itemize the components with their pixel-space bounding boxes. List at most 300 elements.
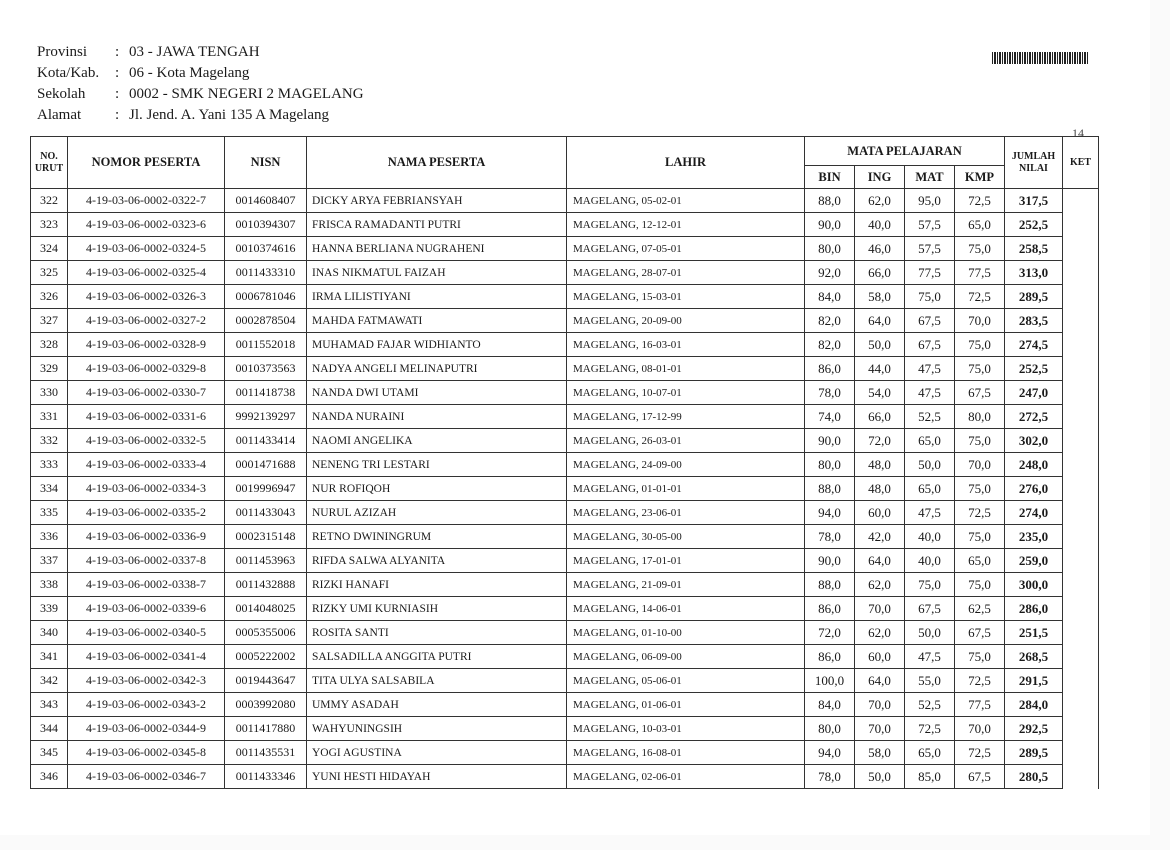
- cell-no-urut: 342: [31, 669, 68, 693]
- cell-ket: [1063, 573, 1099, 597]
- cell-bin: 74,0: [805, 405, 855, 429]
- cell-mat: 40,0: [905, 549, 955, 573]
- header-provinsi: [37, 42, 364, 63]
- cell-ing: 48,0: [855, 477, 905, 501]
- cell-jumlah-nilai: 284,0: [1005, 693, 1063, 717]
- header-kota: [37, 63, 364, 84]
- table-row: [31, 669, 1099, 693]
- cell-lahir: MAGELANG, 07-05-01: [567, 237, 805, 261]
- cell-nisn: 0011432888: [225, 573, 307, 597]
- sekolah-label: Sekolah: [37, 86, 86, 102]
- cell-bin: 72,0: [805, 621, 855, 645]
- cell-jumlah-nilai: 248,0: [1005, 453, 1063, 477]
- table-row: [31, 405, 1099, 429]
- table-row: [31, 333, 1099, 357]
- cell-nisn: 0014608407: [225, 189, 307, 213]
- cell-nisn: 0010373563: [225, 357, 307, 381]
- cell-nomor-peserta: 4-19-03-06-0002-0344-9: [68, 717, 225, 741]
- cell-ket: [1063, 693, 1099, 717]
- cell-no-urut: 322: [31, 189, 68, 213]
- cell-nomor-peserta: 4-19-03-06-0002-0334-3: [68, 477, 225, 501]
- cell-nama-peserta: FRISCA RAMADANTI PUTRI: [307, 213, 567, 237]
- cell-bin: 78,0: [805, 381, 855, 405]
- school-header: [37, 42, 364, 126]
- cell-nisn: 0011435531: [225, 741, 307, 765]
- cell-jumlah-nilai: 283,5: [1005, 309, 1063, 333]
- col-nama-peserta: NAMA PESERTA: [307, 137, 567, 189]
- cell-nisn: 0010374616: [225, 237, 307, 261]
- cell-no-urut: 333: [31, 453, 68, 477]
- cell-ing: 48,0: [855, 453, 905, 477]
- cell-nisn: 0011418738: [225, 381, 307, 405]
- cell-ing: 60,0: [855, 645, 905, 669]
- cell-nisn: 0011433310: [225, 261, 307, 285]
- cell-ket: [1063, 453, 1099, 477]
- cell-nomor-peserta: 4-19-03-06-0002-0322-7: [68, 189, 225, 213]
- cell-nomor-peserta: 4-19-03-06-0002-0341-4: [68, 645, 225, 669]
- cell-nama-peserta: MAHDA FATMAWATI: [307, 309, 567, 333]
- cell-kmp: 62,5: [955, 597, 1005, 621]
- cell-mat: 47,5: [905, 381, 955, 405]
- col-jumlah-nilai: JUMLAH NILAI: [1005, 137, 1063, 189]
- cell-bin: 86,0: [805, 357, 855, 381]
- col-no-urut: NO. URUT: [31, 137, 68, 189]
- cell-nama-peserta: UMMY ASADAH: [307, 693, 567, 717]
- cell-bin: 84,0: [805, 285, 855, 309]
- cell-kmp: 75,0: [955, 333, 1005, 357]
- cell-nama-peserta: NADYA ANGELI MELINAPUTRI: [307, 357, 567, 381]
- cell-kmp: 65,0: [955, 213, 1005, 237]
- cell-no-urut: 345: [31, 741, 68, 765]
- cell-ket: [1063, 717, 1099, 741]
- cell-nomor-peserta: 4-19-03-06-0002-0339-6: [68, 597, 225, 621]
- cell-nama-peserta: DICKY ARYA FEBRIANSYAH: [307, 189, 567, 213]
- cell-ket: [1063, 285, 1099, 309]
- alamat-label: Alamat: [37, 107, 82, 123]
- cell-ing: 64,0: [855, 309, 905, 333]
- table-row: [31, 189, 1099, 213]
- table-row: [31, 741, 1099, 765]
- cell-lahir: MAGELANG, 24-09-00: [567, 453, 805, 477]
- cell-nama-peserta: MUHAMAD FAJAR WIDHIANTO: [307, 333, 567, 357]
- cell-kmp: 67,5: [955, 381, 1005, 405]
- cell-ket: [1063, 765, 1099, 789]
- cell-no-urut: 341: [31, 645, 68, 669]
- cell-nomor-peserta: 4-19-03-06-0002-0325-4: [68, 261, 225, 285]
- cell-nama-peserta: TITA ULYA SALSABILA: [307, 669, 567, 693]
- cell-kmp: 75,0: [955, 573, 1005, 597]
- cell-ket: [1063, 597, 1099, 621]
- cell-nisn: 0010394307: [225, 213, 307, 237]
- cell-lahir: MAGELANG, 01-01-01: [567, 477, 805, 501]
- cell-bin: 90,0: [805, 549, 855, 573]
- cell-lahir: MAGELANG, 16-03-01: [567, 333, 805, 357]
- cell-kmp: 70,0: [955, 309, 1005, 333]
- cell-bin: 82,0: [805, 333, 855, 357]
- cell-jumlah-nilai: 289,5: [1005, 285, 1063, 309]
- cell-nama-peserta: INAS NIKMATUL FAIZAH: [307, 261, 567, 285]
- cell-nisn: 0006781046: [225, 285, 307, 309]
- cell-nama-peserta: IRMA LILISTIYANI: [307, 285, 567, 309]
- cell-nama-peserta: NANDA NURAINI: [307, 405, 567, 429]
- cell-mat: 47,5: [905, 357, 955, 381]
- col-mat: MAT: [905, 166, 955, 189]
- cell-no-urut: 337: [31, 549, 68, 573]
- cell-kmp: 67,5: [955, 765, 1005, 789]
- cell-nomor-peserta: 4-19-03-06-0002-0346-7: [68, 765, 225, 789]
- cell-ket: [1063, 501, 1099, 525]
- cell-kmp: 67,5: [955, 621, 1005, 645]
- cell-lahir: MAGELANG, 01-06-01: [567, 693, 805, 717]
- cell-kmp: 77,5: [955, 693, 1005, 717]
- cell-bin: 88,0: [805, 189, 855, 213]
- cell-jumlah-nilai: 235,0: [1005, 525, 1063, 549]
- kota-colon: :: [115, 65, 120, 81]
- cell-ket: [1063, 261, 1099, 285]
- table-row: [31, 717, 1099, 741]
- cell-mat: 65,0: [905, 477, 955, 501]
- cell-nomor-peserta: 4-19-03-06-0002-0323-6: [68, 213, 225, 237]
- cell-mat: 47,5: [905, 645, 955, 669]
- table-row: [31, 309, 1099, 333]
- cell-jumlah-nilai: 258,5: [1005, 237, 1063, 261]
- table-row: [31, 237, 1099, 261]
- cell-no-urut: 335: [31, 501, 68, 525]
- cell-no-urut: 323: [31, 213, 68, 237]
- cell-nisn: 0011552018: [225, 333, 307, 357]
- cell-bin: 90,0: [805, 429, 855, 453]
- cell-jumlah-nilai: 272,5: [1005, 405, 1063, 429]
- cell-bin: 94,0: [805, 741, 855, 765]
- table-row: [31, 645, 1099, 669]
- cell-nama-peserta: RETNO DWININGRUM: [307, 525, 567, 549]
- cell-nisn: 0005222002: [225, 645, 307, 669]
- cell-mat: 52,5: [905, 693, 955, 717]
- cell-nomor-peserta: 4-19-03-06-0002-0331-6: [68, 405, 225, 429]
- cell-kmp: 77,5: [955, 261, 1005, 285]
- cell-bin: 78,0: [805, 765, 855, 789]
- cell-kmp: 75,0: [955, 645, 1005, 669]
- cell-nomor-peserta: 4-19-03-06-0002-0335-2: [68, 501, 225, 525]
- cell-ket: [1063, 357, 1099, 381]
- col-nomor-peserta: NOMOR PESERTA: [68, 137, 225, 189]
- cell-ing: 70,0: [855, 693, 905, 717]
- cell-ing: 44,0: [855, 357, 905, 381]
- cell-ing: 62,0: [855, 189, 905, 213]
- table-row: [31, 765, 1099, 789]
- cell-jumlah-nilai: 292,5: [1005, 717, 1063, 741]
- cell-nisn: 0011433043: [225, 501, 307, 525]
- cell-lahir: MAGELANG, 17-12-99: [567, 405, 805, 429]
- score-table: [30, 136, 1099, 789]
- cell-ing: 64,0: [855, 549, 905, 573]
- cell-jumlah-nilai: 286,0: [1005, 597, 1063, 621]
- sekolah-colon: :: [115, 86, 120, 102]
- cell-mat: 50,0: [905, 621, 955, 645]
- cell-ket: [1063, 189, 1099, 213]
- cell-nisn: 0019443647: [225, 669, 307, 693]
- cell-lahir: MAGELANG, 20-09-00: [567, 309, 805, 333]
- table-row: [31, 453, 1099, 477]
- cell-nisn: 9992139297: [225, 405, 307, 429]
- col-ket: KET: [1063, 137, 1099, 189]
- cell-no-urut: 324: [31, 237, 68, 261]
- cell-mat: 65,0: [905, 429, 955, 453]
- cell-jumlah-nilai: 252,5: [1005, 213, 1063, 237]
- cell-nisn: 0005355006: [225, 621, 307, 645]
- table-row: [31, 693, 1099, 717]
- table-row: [31, 525, 1099, 549]
- cell-no-urut: 340: [31, 621, 68, 645]
- cell-nama-peserta: RIZKI HANAFI: [307, 573, 567, 597]
- cell-nomor-peserta: 4-19-03-06-0002-0343-2: [68, 693, 225, 717]
- cell-nama-peserta: HANNA BERLIANA NUGRAHENI: [307, 237, 567, 261]
- cell-nomor-peserta: 4-19-03-06-0002-0345-8: [68, 741, 225, 765]
- cell-nama-peserta: NUR ROFIQOH: [307, 477, 567, 501]
- cell-nomor-peserta: 4-19-03-06-0002-0328-9: [68, 333, 225, 357]
- cell-ing: 58,0: [855, 741, 905, 765]
- cell-lahir: MAGELANG, 08-01-01: [567, 357, 805, 381]
- cell-bin: 86,0: [805, 597, 855, 621]
- cell-lahir: MAGELANG, 05-06-01: [567, 669, 805, 693]
- cell-bin: 88,0: [805, 477, 855, 501]
- col-ing: ING: [855, 166, 905, 189]
- cell-nama-peserta: YUNI HESTI HIDAYAH: [307, 765, 567, 789]
- table-row: [31, 381, 1099, 405]
- cell-nama-peserta: SALSADILLA ANGGITA PUTRI: [307, 645, 567, 669]
- cell-nomor-peserta: 4-19-03-06-0002-0336-9: [68, 525, 225, 549]
- cell-jumlah-nilai: 317,5: [1005, 189, 1063, 213]
- table-row: [31, 621, 1099, 645]
- cell-jumlah-nilai: 274,5: [1005, 333, 1063, 357]
- table-row: [31, 429, 1099, 453]
- cell-nomor-peserta: 4-19-03-06-0002-0327-2: [68, 309, 225, 333]
- cell-nama-peserta: NENENG TRI LESTARI: [307, 453, 567, 477]
- cell-lahir: MAGELANG, 30-05-00: [567, 525, 805, 549]
- cell-nisn: 0011433414: [225, 429, 307, 453]
- col-kmp: KMP: [955, 166, 1005, 189]
- alamat-value: Jl. Jend. A. Yani 135 A Magelang: [129, 107, 330, 123]
- cell-ket: [1063, 333, 1099, 357]
- cell-jumlah-nilai: 274,0: [1005, 501, 1063, 525]
- cell-jumlah-nilai: 276,0: [1005, 477, 1063, 501]
- cell-ket: [1063, 645, 1099, 669]
- cell-mat: 67,5: [905, 597, 955, 621]
- cell-ing: 70,0: [855, 717, 905, 741]
- cell-mat: 67,5: [905, 333, 955, 357]
- cell-nama-peserta: YOGI AGUSTINA: [307, 741, 567, 765]
- alamat-colon: :: [115, 107, 120, 123]
- cell-mat: 47,5: [905, 501, 955, 525]
- cell-no-urut: 331: [31, 405, 68, 429]
- cell-bin: 92,0: [805, 261, 855, 285]
- score-table-body: [31, 189, 1099, 789]
- table-row: [31, 285, 1099, 309]
- cell-nomor-peserta: 4-19-03-06-0002-0337-8: [68, 549, 225, 573]
- cell-lahir: MAGELANG, 12-12-01: [567, 213, 805, 237]
- cell-no-urut: 328: [31, 333, 68, 357]
- cell-nisn: 0002878504: [225, 309, 307, 333]
- page-number: 14: [1072, 126, 1084, 140]
- cell-jumlah-nilai: 252,5: [1005, 357, 1063, 381]
- cell-nama-peserta: NAOMI ANGELIKA: [307, 429, 567, 453]
- cell-jumlah-nilai: 251,5: [1005, 621, 1063, 645]
- provinsi-colon: :: [115, 44, 120, 60]
- cell-ing: 54,0: [855, 381, 905, 405]
- cell-lahir: MAGELANG, 06-09-00: [567, 645, 805, 669]
- barcode: [992, 52, 1088, 64]
- table-row: [31, 357, 1099, 381]
- cell-jumlah-nilai: 259,0: [1005, 549, 1063, 573]
- provinsi-value: 03 - JAWA TENGAH: [129, 44, 260, 60]
- cell-nomor-peserta: 4-19-03-06-0002-0342-3: [68, 669, 225, 693]
- cell-jumlah-nilai: 300,0: [1005, 573, 1063, 597]
- cell-bin: 90,0: [805, 213, 855, 237]
- cell-lahir: MAGELANG, 10-07-01: [567, 381, 805, 405]
- cell-nomor-peserta: 4-19-03-06-0002-0329-8: [68, 357, 225, 381]
- cell-jumlah-nilai: 302,0: [1005, 429, 1063, 453]
- cell-nisn: 0011417880: [225, 717, 307, 741]
- cell-kmp: 72,5: [955, 501, 1005, 525]
- cell-nama-peserta: RIFDA SALWA ALYANITA: [307, 549, 567, 573]
- cell-kmp: 75,0: [955, 237, 1005, 261]
- cell-mat: 75,0: [905, 573, 955, 597]
- cell-no-urut: 343: [31, 693, 68, 717]
- cell-bin: 78,0: [805, 525, 855, 549]
- table-row: [31, 213, 1099, 237]
- cell-nama-peserta: RIZKY UMI KURNIASIH: [307, 597, 567, 621]
- cell-no-urut: 325: [31, 261, 68, 285]
- cell-ing: 60,0: [855, 501, 905, 525]
- table-row: [31, 597, 1099, 621]
- cell-mat: 72,5: [905, 717, 955, 741]
- cell-mat: 52,5: [905, 405, 955, 429]
- cell-ket: [1063, 237, 1099, 261]
- col-bin: BIN: [805, 166, 855, 189]
- cell-ing: 50,0: [855, 765, 905, 789]
- table-row: [31, 549, 1099, 573]
- cell-jumlah-nilai: 291,5: [1005, 669, 1063, 693]
- cell-mat: 67,5: [905, 309, 955, 333]
- table-row: [31, 573, 1099, 597]
- cell-bin: 84,0: [805, 693, 855, 717]
- cell-mat: 50,0: [905, 453, 955, 477]
- table-row: [31, 501, 1099, 525]
- cell-jumlah-nilai: 247,0: [1005, 381, 1063, 405]
- cell-no-urut: 329: [31, 357, 68, 381]
- cell-no-urut: 326: [31, 285, 68, 309]
- cell-bin: 80,0: [805, 453, 855, 477]
- cell-mat: 40,0: [905, 525, 955, 549]
- cell-bin: 80,0: [805, 237, 855, 261]
- cell-nama-peserta: NURUL AZIZAH: [307, 501, 567, 525]
- cell-lahir: MAGELANG, 26-03-01: [567, 429, 805, 453]
- cell-ket: [1063, 741, 1099, 765]
- cell-ing: 58,0: [855, 285, 905, 309]
- cell-lahir: MAGELANG, 05-02-01: [567, 189, 805, 213]
- cell-lahir: MAGELANG, 21-09-01: [567, 573, 805, 597]
- cell-no-urut: 327: [31, 309, 68, 333]
- cell-bin: 88,0: [805, 573, 855, 597]
- cell-kmp: 75,0: [955, 525, 1005, 549]
- cell-mat: 57,5: [905, 213, 955, 237]
- cell-ket: [1063, 405, 1099, 429]
- cell-kmp: 70,0: [955, 717, 1005, 741]
- cell-kmp: 70,0: [955, 453, 1005, 477]
- cell-bin: 100,0: [805, 669, 855, 693]
- header-sekolah: [37, 84, 364, 105]
- cell-mat: 95,0: [905, 189, 955, 213]
- cell-mat: 77,5: [905, 261, 955, 285]
- cell-ing: 66,0: [855, 261, 905, 285]
- cell-kmp: 75,0: [955, 357, 1005, 381]
- cell-nama-peserta: ROSITA SANTI: [307, 621, 567, 645]
- cell-ing: 72,0: [855, 429, 905, 453]
- col-mata-pelajaran: MATA PELAJARAN: [805, 137, 1005, 166]
- cell-no-urut: 336: [31, 525, 68, 549]
- cell-no-urut: 330: [31, 381, 68, 405]
- cell-kmp: 75,0: [955, 429, 1005, 453]
- cell-kmp: 75,0: [955, 477, 1005, 501]
- cell-lahir: MAGELANG, 15-03-01: [567, 285, 805, 309]
- cell-bin: 86,0: [805, 645, 855, 669]
- table-row: [31, 477, 1099, 501]
- cell-nisn: 0011433346: [225, 765, 307, 789]
- cell-no-urut: 334: [31, 477, 68, 501]
- cell-lahir: MAGELANG, 01-10-00: [567, 621, 805, 645]
- cell-kmp: 72,5: [955, 285, 1005, 309]
- cell-no-urut: 346: [31, 765, 68, 789]
- cell-ket: [1063, 477, 1099, 501]
- cell-mat: 75,0: [905, 285, 955, 309]
- cell-kmp: 72,5: [955, 741, 1005, 765]
- cell-jumlah-nilai: 289,5: [1005, 741, 1063, 765]
- col-lahir: LAHIR: [567, 137, 805, 189]
- cell-nisn: 0019996947: [225, 477, 307, 501]
- header-alamat: [37, 105, 364, 126]
- cell-no-urut: 332: [31, 429, 68, 453]
- cell-ing: 50,0: [855, 333, 905, 357]
- cell-kmp: 80,0: [955, 405, 1005, 429]
- cell-lahir: MAGELANG, 02-06-01: [567, 765, 805, 789]
- cell-bin: 82,0: [805, 309, 855, 333]
- cell-ket: [1063, 381, 1099, 405]
- cell-nomor-peserta: 4-19-03-06-0002-0340-5: [68, 621, 225, 645]
- cell-nisn: 0001471688: [225, 453, 307, 477]
- cell-bin: 94,0: [805, 501, 855, 525]
- cell-jumlah-nilai: 280,5: [1005, 765, 1063, 789]
- cell-nama-peserta: NANDA DWI UTAMI: [307, 381, 567, 405]
- cell-lahir: MAGELANG, 28-07-01: [567, 261, 805, 285]
- cell-mat: 85,0: [905, 765, 955, 789]
- cell-mat: 57,5: [905, 237, 955, 261]
- cell-nomor-peserta: 4-19-03-06-0002-0338-7: [68, 573, 225, 597]
- cell-ket: [1063, 309, 1099, 333]
- table-row: [31, 261, 1099, 285]
- cell-mat: 55,0: [905, 669, 955, 693]
- cell-no-urut: 339: [31, 597, 68, 621]
- cell-ket: [1063, 429, 1099, 453]
- cell-ket: [1063, 525, 1099, 549]
- cell-bin: 80,0: [805, 717, 855, 741]
- cell-nisn: 0003992080: [225, 693, 307, 717]
- cell-nomor-peserta: 4-19-03-06-0002-0326-3: [68, 285, 225, 309]
- cell-ing: 62,0: [855, 621, 905, 645]
- cell-ing: 66,0: [855, 405, 905, 429]
- cell-nomor-peserta: 4-19-03-06-0002-0324-5: [68, 237, 225, 261]
- cell-ing: 40,0: [855, 213, 905, 237]
- cell-kmp: 72,5: [955, 189, 1005, 213]
